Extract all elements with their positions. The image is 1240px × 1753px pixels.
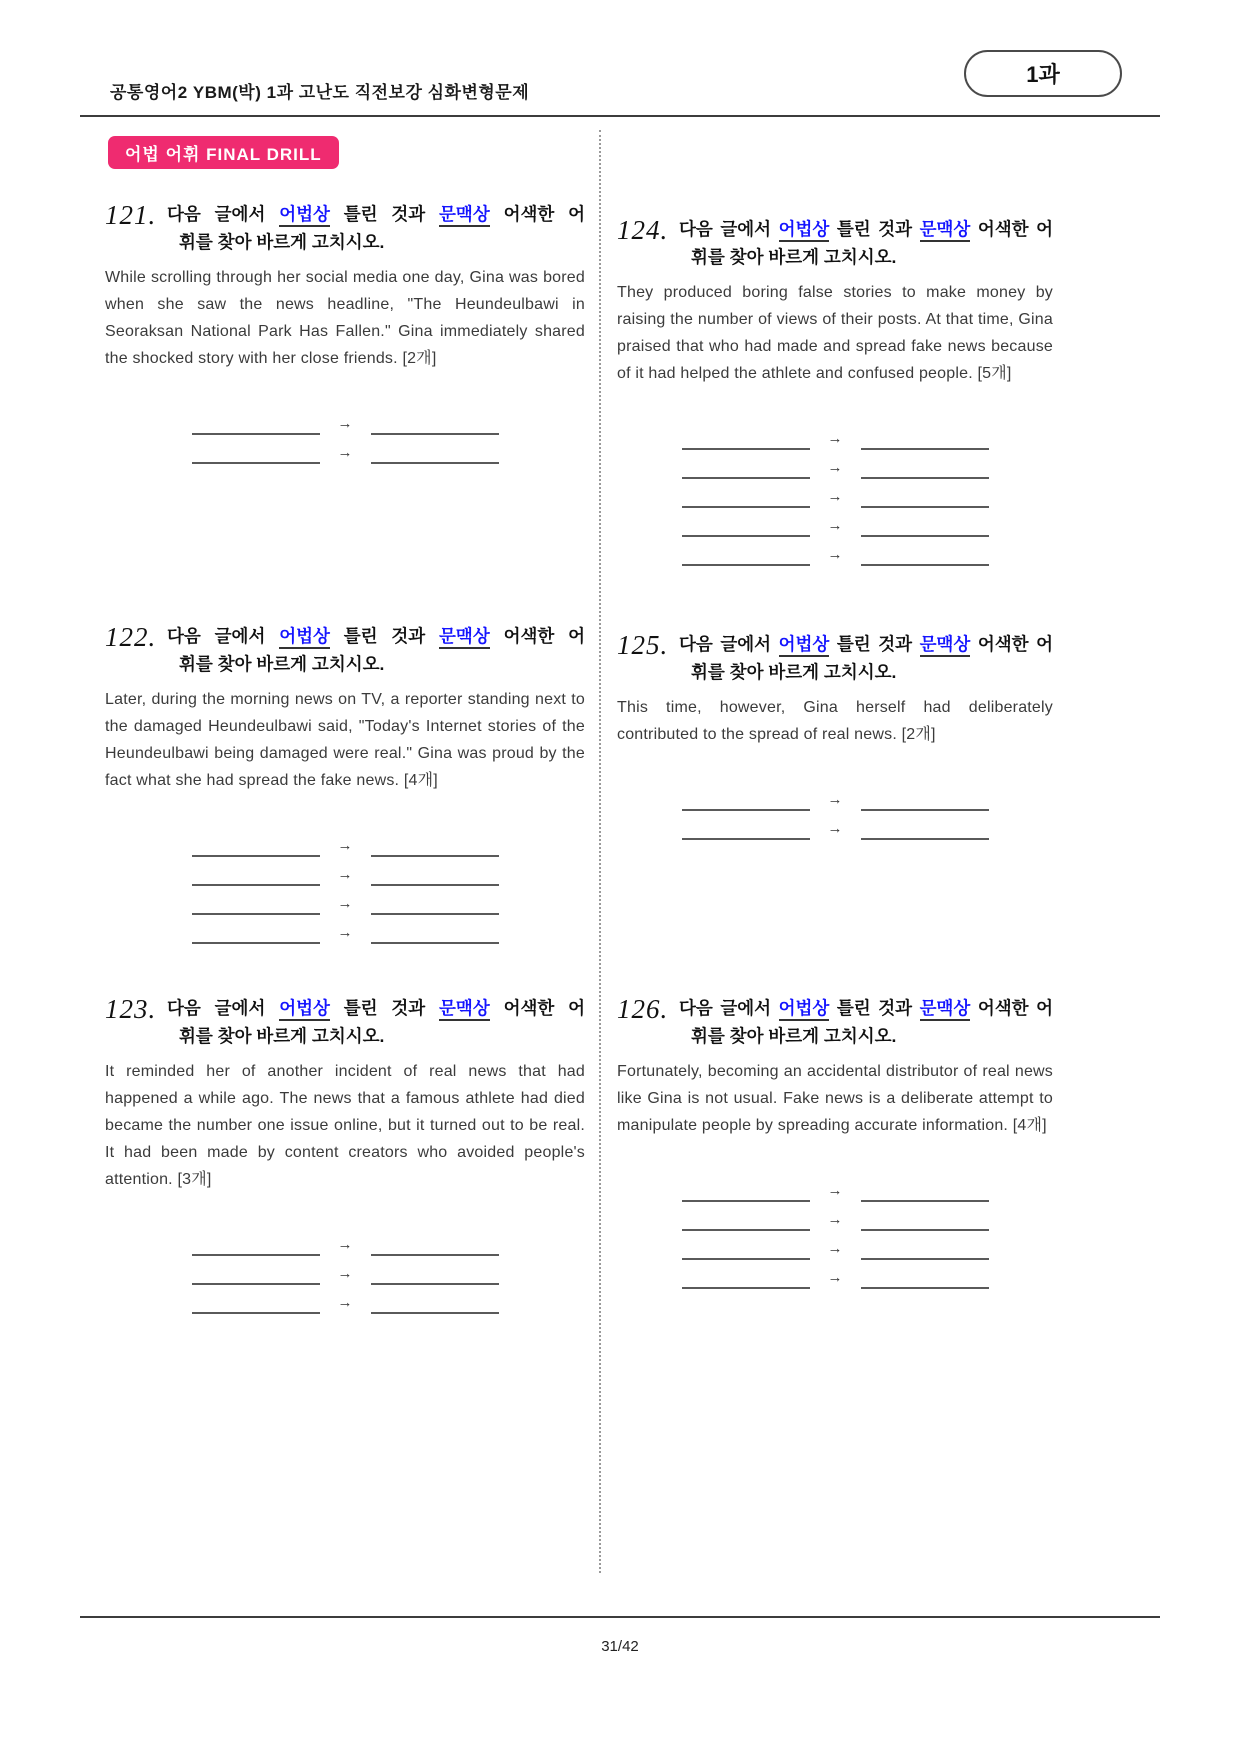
answer-blank-wrong	[192, 406, 320, 435]
prompt-text: 어색한 어	[503, 204, 586, 224]
prompt-line-1	[679, 630, 1053, 658]
question-prompt	[679, 215, 1053, 271]
question-121	[105, 200, 585, 464]
arrow-right-icon: →	[827, 791, 843, 808]
answer-blank-wrong	[192, 886, 320, 915]
answer-blank-corrected	[371, 435, 499, 464]
answer-blank-wrong	[682, 1231, 810, 1260]
answer-blank-corrected	[861, 537, 989, 566]
context-term: 문맥상	[439, 998, 490, 1021]
passage-text: Fortunately, becoming an accidental distributor of real news like Gina is not usual. Fake news is a deliberate attempt to manipulate people by spreading accurate information.	[617, 1063, 1053, 1134]
prompt-text: 틀린 것과	[836, 634, 913, 654]
grammar-term: 어법상	[279, 626, 330, 649]
answer-blank-corrected	[371, 1285, 499, 1314]
grammar-term: 어법상	[779, 998, 830, 1021]
answer-blank-wrong	[192, 1256, 320, 1285]
arrow-right-icon: →	[337, 924, 353, 941]
answer-blank-corrected	[861, 1173, 989, 1202]
answer-blank-corrected	[861, 1202, 989, 1231]
answer-blank-row	[617, 537, 1053, 566]
prompt-text: 틀린 것과	[836, 998, 913, 1018]
footer-divider	[80, 1616, 1160, 1618]
answer-blank-corrected	[371, 406, 499, 435]
prompt-text: 다음 글에서	[167, 626, 266, 646]
page-title: 공통영어2 YBM(박) 1과 고난도 직전보강 심화변형문제	[110, 83, 530, 102]
passage-text: They produced boring false stories to make money by raising the number of views of their posts. At that time, Gina praised that who had made and spread fake news because of it had helped the athlete and confused people.	[617, 284, 1053, 382]
question-number: 126.	[617, 994, 669, 1024]
prompt-text: 어색한 어	[503, 998, 586, 1018]
question-125-head	[617, 630, 1053, 686]
question-125	[617, 630, 1053, 840]
question-126	[617, 994, 1053, 1289]
question-126-head	[617, 994, 1053, 1050]
answer-count: [4개]	[1012, 1117, 1047, 1134]
question-body	[617, 279, 1053, 387]
question-122-head	[105, 622, 585, 678]
answer-blank-wrong	[682, 479, 810, 508]
context-term: 문맥상	[920, 219, 971, 242]
answer-blank-row	[105, 857, 585, 886]
prompt-line-1	[167, 200, 585, 228]
answer-blank-row	[617, 782, 1053, 811]
answer-blank-corrected	[371, 1256, 499, 1285]
answer-blank-corrected	[861, 421, 989, 450]
answer-count: [2개]	[402, 350, 437, 367]
context-term: 문맥상	[920, 634, 971, 657]
answer-count: [4개]	[403, 772, 438, 789]
prompt-line-1	[679, 215, 1053, 243]
question-123	[105, 994, 585, 1314]
answer-blank-row	[617, 1260, 1053, 1289]
answer-blank-row	[105, 915, 585, 944]
answer-blanks	[617, 421, 1053, 566]
arrow-right-icon: →	[827, 820, 843, 837]
arrow-right-icon: →	[827, 1269, 843, 1286]
unit-badge	[964, 50, 1122, 97]
prompt-line-1	[167, 994, 585, 1022]
prompt-line-2: 휘를 찾아 바르게 고치시오.	[179, 654, 385, 674]
answer-blank-wrong	[192, 435, 320, 464]
answer-blank-row	[617, 1173, 1053, 1202]
prompt-text: 틀린 것과	[343, 626, 426, 646]
arrow-right-icon: →	[337, 837, 353, 854]
context-term: 문맥상	[920, 998, 971, 1021]
unit-badge-label: 1과	[1026, 62, 1060, 87]
arrow-right-icon: →	[827, 1182, 843, 1199]
question-body	[105, 686, 585, 794]
grammar-term: 어법상	[279, 998, 330, 1021]
answer-blank-corrected	[861, 1260, 989, 1289]
prompt-text: 다음 글에서	[167, 204, 266, 224]
prompt-text: 다음 글에서	[167, 998, 266, 1018]
page-number: 31/42	[601, 1638, 639, 1655]
prompt-line-2: 휘를 찾아 바르게 고치시오.	[691, 1026, 897, 1046]
answer-blank-corrected	[861, 811, 989, 840]
header-divider	[80, 115, 1160, 117]
question-124-head	[617, 215, 1053, 271]
arrow-right-icon: →	[827, 430, 843, 447]
prompt-text: 어색한 어	[977, 219, 1053, 239]
answer-blank-row	[617, 1202, 1053, 1231]
question-body	[105, 1058, 585, 1193]
prompt-text: 틀린 것과	[343, 998, 426, 1018]
answer-blank-row	[105, 886, 585, 915]
answer-blank-corrected	[861, 450, 989, 479]
prompt-text: 어색한 어	[977, 998, 1053, 1018]
question-number: 122.	[105, 622, 157, 652]
right-column	[617, 200, 1053, 1314]
answer-blank-wrong	[682, 508, 810, 537]
answer-blank-corrected	[861, 508, 989, 537]
content-columns	[105, 200, 1053, 1314]
arrow-right-icon: →	[337, 1294, 353, 1311]
question-body	[105, 264, 585, 372]
answer-blank-wrong	[682, 811, 810, 840]
answer-count: [5개]	[977, 365, 1012, 382]
answer-blank-wrong	[682, 450, 810, 479]
answer-blank-row	[617, 811, 1053, 840]
answer-blanks	[617, 782, 1053, 840]
answer-blank-row	[105, 828, 585, 857]
question-number: 123.	[105, 994, 157, 1024]
arrow-right-icon: →	[337, 1236, 353, 1253]
context-term: 문맥상	[439, 626, 490, 649]
question-number: 121.	[105, 200, 157, 230]
grammar-term: 어법상	[779, 219, 830, 242]
left-column	[105, 200, 585, 1314]
answer-blank-row	[617, 508, 1053, 537]
prompt-line-2: 휘를 찾아 바르게 고치시오.	[691, 247, 897, 267]
arrow-right-icon: →	[827, 488, 843, 505]
prompt-text: 다음 글에서	[679, 998, 772, 1018]
section-badge: 어법 어휘 FINAL DRILL	[108, 136, 339, 169]
question-prompt	[679, 994, 1053, 1050]
arrow-right-icon: →	[827, 459, 843, 476]
answer-blank-row	[105, 1285, 585, 1314]
arrow-right-icon: →	[337, 444, 353, 461]
answer-blank-row	[105, 435, 585, 464]
prompt-line-2: 휘를 찾아 바르게 고치시오.	[179, 232, 385, 252]
answer-count: [2개]	[901, 726, 936, 743]
arrow-right-icon: →	[337, 1265, 353, 1282]
prompt-line-2: 휘를 찾아 바르게 고치시오.	[691, 662, 897, 682]
question-prompt	[679, 630, 1053, 686]
arrow-right-icon: →	[827, 1240, 843, 1257]
context-term: 문맥상	[439, 204, 490, 227]
answer-blank-wrong	[192, 1227, 320, 1256]
answer-blank-wrong	[682, 1173, 810, 1202]
answer-blank-wrong	[192, 857, 320, 886]
question-prompt	[167, 622, 585, 678]
answer-blank-wrong	[192, 828, 320, 857]
answer-blank-row	[617, 479, 1053, 508]
answer-blank-wrong	[682, 537, 810, 566]
passage-text: While scrolling through her social media one day, Gina was bored when she saw the news headline, "The Heundeulbawi in Seoraksan National Park Has Fallen." Gina immediately shared the shocked story with her close friends.	[105, 269, 585, 367]
question-121-head	[105, 200, 585, 256]
arrow-right-icon: →	[827, 546, 843, 563]
answer-blank-wrong	[682, 1202, 810, 1231]
answer-blank-corrected	[371, 915, 499, 944]
question-123-head	[105, 994, 585, 1050]
answer-blank-row	[617, 421, 1053, 450]
grammar-term: 어법상	[779, 634, 830, 657]
question-number: 124.	[617, 215, 669, 245]
answer-blanks	[617, 1173, 1053, 1289]
answer-blanks	[105, 828, 585, 944]
prompt-line-1	[679, 994, 1053, 1022]
arrow-right-icon: →	[337, 895, 353, 912]
question-number: 125.	[617, 630, 669, 660]
arrow-right-icon: →	[827, 1211, 843, 1228]
prompt-text: 어색한 어	[503, 626, 586, 646]
prompt-text: 다음 글에서	[679, 634, 772, 654]
answer-blank-corrected	[861, 782, 989, 811]
grammar-term: 어법상	[279, 204, 330, 227]
answer-count: [3개]	[177, 1171, 212, 1188]
answer-blanks	[105, 406, 585, 464]
arrow-right-icon: →	[827, 517, 843, 534]
prompt-line-2: 휘를 찾아 바르게 고치시오.	[179, 1026, 385, 1046]
answer-blank-wrong	[192, 915, 320, 944]
question-124	[617, 215, 1053, 566]
answer-blank-corrected	[371, 886, 499, 915]
question-122	[105, 622, 585, 944]
passage-text: It reminded her of another incident of real news that had happened a while ago. The news that a famous athlete had died became the number one issue online, but it turned out to be real. It had been made by content creators who avoided people's attention.	[105, 1063, 585, 1188]
question-body	[617, 694, 1053, 748]
prompt-line-1	[167, 622, 585, 650]
passage-text: Later, during the morning news on TV, a reporter standing next to the damaged Heundeulbawi said, "Today's Internet stories of the Heundeulbawi being damaged were real." Gina was proud by the fact what she had spread the fake news.	[105, 691, 585, 789]
question-prompt	[167, 994, 585, 1050]
answer-blank-corrected	[861, 479, 989, 508]
answer-blank-row	[617, 450, 1053, 479]
prompt-text: 틀린 것과	[343, 204, 426, 224]
answer-blank-corrected	[371, 857, 499, 886]
answer-blank-corrected	[371, 828, 499, 857]
answer-blank-row	[105, 1256, 585, 1285]
prompt-text: 다음 글에서	[679, 219, 772, 239]
answer-blank-corrected	[861, 1231, 989, 1260]
answer-blank-corrected	[371, 1227, 499, 1256]
answer-blank-row	[105, 406, 585, 435]
question-prompt	[167, 200, 585, 256]
answer-blank-row	[617, 1231, 1053, 1260]
prompt-text: 어색한 어	[977, 634, 1053, 654]
passage-text: This time, however, Gina herself had deliberately contributed to the spread of real news.	[617, 699, 1053, 743]
arrow-right-icon: →	[337, 415, 353, 432]
answer-blank-wrong	[682, 1260, 810, 1289]
prompt-text: 틀린 것과	[836, 219, 913, 239]
answer-blank-wrong	[682, 782, 810, 811]
answer-blank-row	[105, 1227, 585, 1256]
answer-blank-wrong	[682, 421, 810, 450]
answer-blank-wrong	[192, 1285, 320, 1314]
arrow-right-icon: →	[337, 866, 353, 883]
question-body	[617, 1058, 1053, 1139]
answer-blanks	[105, 1227, 585, 1314]
